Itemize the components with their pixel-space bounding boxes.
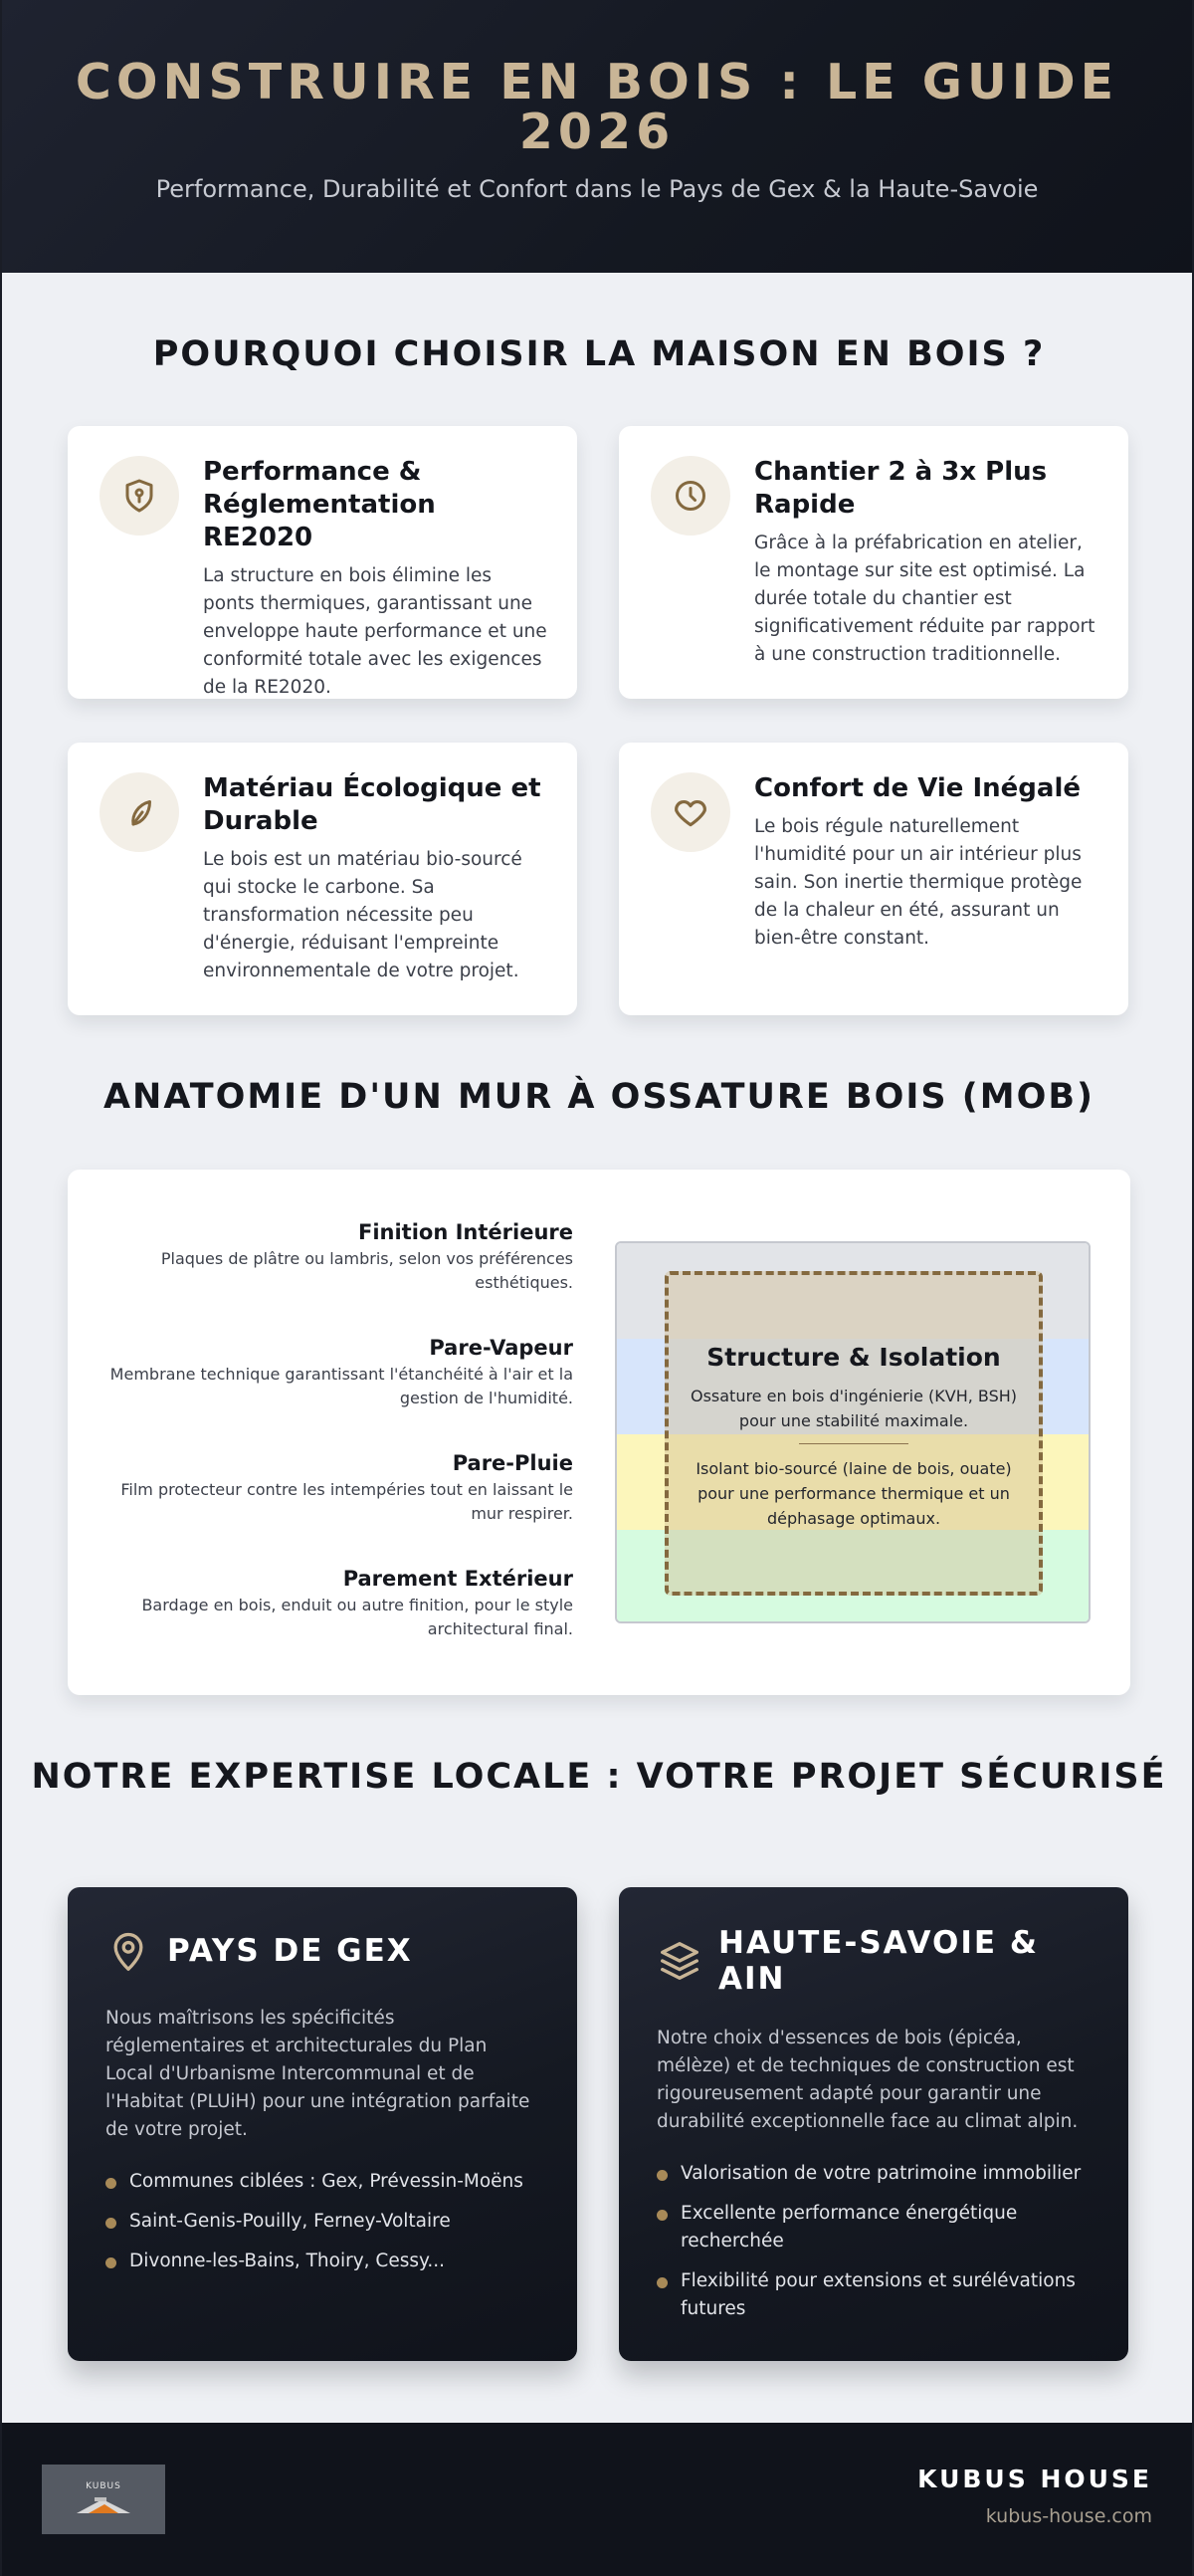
leaf-icon [100, 772, 179, 852]
list-item: Divonne-les-Bains, Thoiry, Cessy... [105, 2248, 539, 2275]
structure-insulation-core [665, 1271, 1043, 1596]
layer-item [107, 1219, 573, 1335]
list-item: Communes ciblées : Gex, Prévessin-Moëns [105, 2168, 539, 2196]
layer-title: Parement Extérieur [342, 1567, 573, 1591]
core-title: Structure & Isolation [706, 1343, 1001, 1372]
layer-text: Film protecteur contre les intempéries tout en laissant le mur respirer. [120, 1480, 573, 1523]
page-subtitle: Performance, Durabilité et Confort dans le Pays de Gex & la Haute-Savoie [155, 175, 1039, 203]
expertise-section-title: NOTRE EXPERTISE LOCALE : VOTRE PROJET SÉCURISÉ [31, 1757, 1167, 1797]
layer-title: Pare-Pluie [452, 1451, 573, 1475]
layer-text: Plaques de plâtre ou lambris, selon vos préférences esthétiques. [160, 1249, 573, 1292]
feature-card-title: Chantier 2 à 3x Plus Rapide [754, 457, 1048, 520]
core-text-structure: Ossature en bois d'ingénierie (KVH, BSH) pour une stabilité maximale. [690, 1387, 1018, 1430]
feature-card-speed [619, 426, 1128, 699]
shield-icon [100, 456, 179, 536]
kubus-logo[interactable] [42, 2465, 165, 2534]
feature-card-text: Le bois est un matériau bio-sourcé qui stocke le carbone. Sa transformation nécessite peu d'énergie, réduisant l'empreinte environnementale de votre projet. [203, 849, 522, 981]
feature-card-title: Matériau Écologique et Durable [203, 773, 541, 836]
feature-card-text: Grâce à la préfabrication en atelier, le montage sur site est optimisé. La durée totale du chantier est significativement réduite par rapport à une construction traditionnelle. [754, 533, 1095, 665]
region-card-text: Notre choix d'essences de bois (épicéa, mélèze) et de techniques de construction est rigoureusement adapté pour garantir une durabilité exceptionnelle face au climat alpin. [657, 2028, 1079, 2132]
layer-list [107, 1219, 573, 1681]
feature-card-ecology [68, 743, 577, 1015]
region-card-title: HAUTE-SAVOIE & AIN [718, 1925, 1039, 1997]
layer-item [107, 1450, 573, 1566]
core-text-insulation: Isolant bio-sourcé (laine de bois, ouate) pour une performance thermique et un déphasage optimaux. [696, 1459, 1012, 1528]
feature-card-text: La structure en bois élimine les ponts thermiques, garantissant une enveloppe haute performance et une conformité totale avec les exigences de la RE2020. [203, 565, 547, 698]
logo-text: KUBUS [86, 2481, 121, 2491]
feature-card-title: Performance & Réglementation RE2020 [203, 457, 436, 552]
core-divider [799, 1443, 908, 1444]
footer [2, 2423, 1192, 2576]
layer-item [107, 1566, 573, 1681]
list-item: Flexibilité pour extensions et surélévations futures [657, 2267, 1091, 2323]
map-pin-icon [105, 1925, 151, 1977]
heart-icon [651, 772, 730, 852]
brand-name: KUBUS HOUSE [917, 2465, 1152, 2493]
layer-text: Bardage en bois, enduit ou autre finition, pour le style architectural final. [141, 1596, 573, 1638]
layer-text: Membrane technique garantissant l'étanchéité à l'air et la gestion de l'humidité. [109, 1365, 573, 1407]
footer-brand [917, 2465, 1152, 2527]
hero-header [2, 0, 1192, 273]
list-item: Valorisation de votre patrimoine immobilier [657, 2160, 1091, 2188]
list-item: Saint-Genis-Pouilly, Ferney-Voltaire [105, 2208, 539, 2236]
region-card-title: PAYS DE GEX [167, 1933, 413, 1969]
website-link[interactable]: kubus-house.com [985, 2505, 1152, 2527]
region-card-header [105, 1925, 539, 1977]
layer-title: Pare-Vapeur [429, 1336, 573, 1360]
region-list [657, 2160, 1091, 2323]
feature-card-performance [68, 426, 577, 699]
region-card-pays-de-gex [68, 1887, 577, 2361]
layers-icon [657, 1935, 702, 1987]
logo-house-icon [69, 2491, 138, 2517]
clock-icon [651, 456, 730, 536]
region-card-text: Nous maîtrisons les spécificités réglementaires et architecturales du Plan Local d'Urbanisme Intercommunal et de l'Habitat (PLUiH) pour une intégration parfaite de votre projet. [105, 2008, 530, 2140]
feature-card-title: Confort de Vie Inégalé [754, 773, 1082, 803]
layer-title: Finition Intérieure [357, 1220, 573, 1244]
wall-diagram [615, 1241, 1091, 1623]
list-item: Excellente performance énergétique recherchée [657, 2200, 1091, 2255]
anatomy-section-title: ANATOMIE D'UN MUR À OSSATURE BOIS (MOB) [102, 1077, 1095, 1117]
feature-card-comfort [619, 743, 1128, 1015]
why-section-title: POURQUOI CHOISIR LA MAISON EN BOIS ? [152, 334, 1046, 374]
page-title: CONSTRUIRE EN BOIS : LE GUIDE 2026 [75, 54, 1119, 160]
region-list [105, 2168, 539, 2275]
region-card-header [657, 1925, 1091, 1997]
wall-anatomy-card [68, 1170, 1130, 1695]
region-card-haute-savoie [619, 1887, 1128, 2361]
layer-item [107, 1335, 573, 1450]
feature-card-text: Le bois régule naturellement l'humidité pour un air intérieur plus sain. Son inertie thermique protège de la chaleur en été, assurant un bien-être constant. [754, 816, 1083, 949]
